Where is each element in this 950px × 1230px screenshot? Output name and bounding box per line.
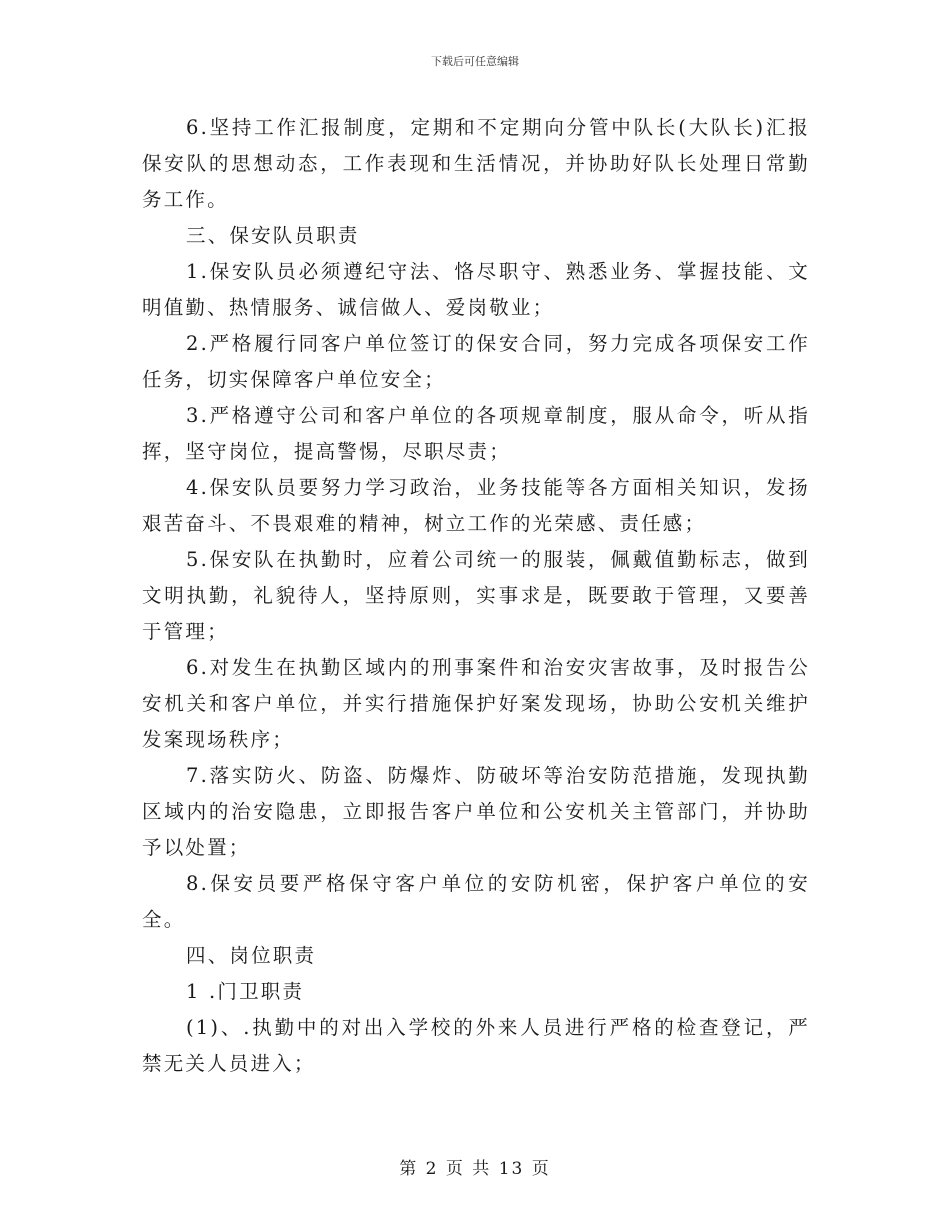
page-header: 下载后可任意编辑 xyxy=(431,55,519,68)
paragraph-duty-5: 5.保安队在执勤时，应着公司统一的服装，佩戴值勤标志，做到文明执勤，礼貌待人，坚持原则，实事求是，既要敢于管理，又要善于管理； xyxy=(142,548,810,643)
footer-prefix: 第 xyxy=(399,1159,419,1179)
paragraph-duty-1: 1.保安队员必须遵纪守法、恪尽职守、熟悉业务、掌握技能、文明值勤、热情服务、诚信做人、爱岗敬业； xyxy=(142,260,810,319)
current-page-number: 2 xyxy=(425,1159,439,1179)
subheading-gate-guard: 1 .门卫职责 xyxy=(186,980,305,1003)
document-body xyxy=(142,110,810,1082)
footer-middle: 页 共 xyxy=(445,1159,492,1179)
paragraph-duty-8: 8.保安员要严格保守客户单位的安防机密，保护客户单位的安全。 xyxy=(142,872,810,931)
total-pages-number: 13 xyxy=(498,1159,525,1179)
section-heading-guard-duties: 三、保安队员职责 xyxy=(186,224,360,247)
footer-suffix: 页 xyxy=(531,1159,551,1179)
paragraph-gate-item-1: (1)、.执勤中的对出入学校的外来人员进行严格的检查登记，严禁无关人员进入； xyxy=(142,1016,810,1075)
page-footer xyxy=(0,1154,950,1179)
paragraph-item-6-reporting: 6.坚持工作汇报制度，定期和不定期向分管中队长(大队长)汇报保安队的思想动态，工作表现和生活情况，并协助好队长处理日常勤务工作。 xyxy=(142,116,810,211)
paragraph-duty-4: 4.保安队员要努力学习政治，业务技能等各方面相关知识，发扬艰苦奋斗、不畏艰难的精神，树立工作的光荣感、责任感； xyxy=(142,476,810,535)
section-heading-post-duties: 四、岗位职责 xyxy=(186,944,317,967)
paragraph-duty-6: 6.对发生在执勤区域内的刑事案件和治安灾害故事，及时报告公安机关和客户单位，并实行措施保护好案发现场，协助公安机关维护发案现场秩序； xyxy=(142,656,810,751)
paragraph-duty-7: 7.落实防火、防盗、防爆炸、防破坏等治安防范措施，发现执勤区域内的治安隐患，立即报告客户单位和公安机关主管部门，并协助予以处置； xyxy=(142,764,810,859)
paragraph-duty-3: 3.严格遵守公司和客户单位的各项规章制度，服从命令，听从指挥，坚守岗位，提高警惕，尽职尽责； xyxy=(142,404,810,463)
paragraph-duty-2: 2.严格履行同客户单位签订的保安合同，努力完成各项保安工作任务，切实保障客户单位安全； xyxy=(142,332,810,391)
